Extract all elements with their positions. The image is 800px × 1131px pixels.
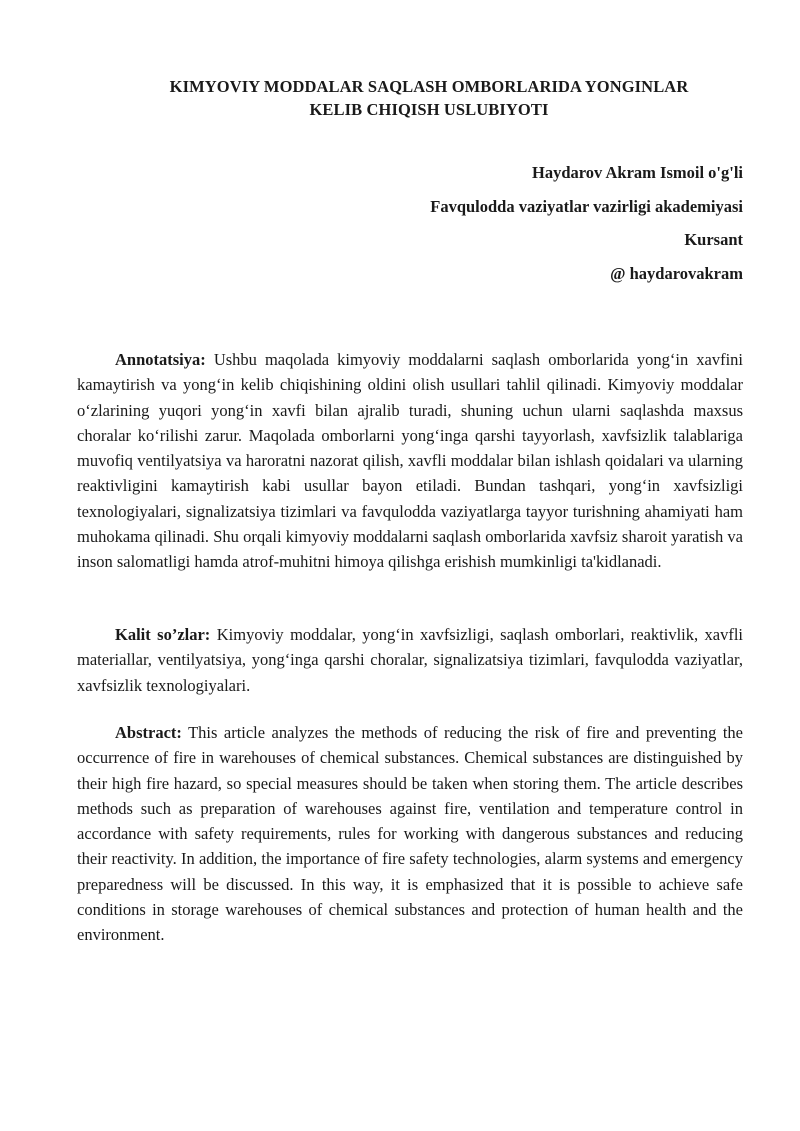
abstract-paragraph [77,720,743,948]
paper-title-line-2: KELIB CHIQISH USLUBIYOTI [309,100,549,119]
paper-title [100,75,758,121]
keywords-text: Kimyoviy moddalar, yong‘in xavfsizligi, saqlash omborlari, reaktivlik, xavfli materiallar, ventilyatsiya, yong‘inga qarshi choralar, signalizatsiya tizimlari, favqulodda vaziyatlar, xavfsizlik texnologiyalari. [77,625,744,695]
author-name: Haydarov Akram Ismoil o'g'li [531,163,743,182]
abstract-label: Abstract: [115,723,182,742]
abstract-text: This article analyzes the methods of reducing the risk of fire and preventing the occurrence of fire in warehouses of chemical substances. Chemical substances are distinguished by their high fire hazard, so special measures should be taken when storing them. The article describes methods such as preparation of warehouses against fire, ventilation and temperature control in accordance with safety requirements, rules for working with dangerous substances and reducing their reactivity. In addition, the importance of fire safety technologies, alarm systems and emergency preparedness will be discussed. In this way, it is emphasized that it is possible to achieve safe conditions in storage warehouses of chemical substances and protection of human health and the environment. [77,723,744,945]
annotation-paragraph [77,347,743,575]
author-affiliation: Favqulodda vaziyatlar vazirligi akademiyasi [430,196,743,216]
keywords-label: Kalit so’zlar: [115,625,211,644]
keywords-paragraph [77,622,743,698]
annotation-label: Annotatsiya: [115,350,206,369]
paper-title-line-1: KIMYOVIY MODDALAR SAQLASH OMBORLARIDA YONGINLAR [169,77,689,96]
author-position: Kursant [684,230,743,249]
author-block [430,161,743,295]
author-handle: @ haydarovakram [610,263,743,283]
annotation-text: Ushbu maqolada kimyoviy moddalarni saqlash omborlarida yong‘in xavfini kamaytirish va yong‘in kelib chiqishining oldini olish usullari tahlil qilinadi. Kimyoviy moddalar o‘zlarining yuqori yong‘in xavfi bilan ajralib turadi, shuning uchun ularni saqlashda maxsus choralar ko‘rilishi zarur. Maqolada omborlarni yong‘inga qarshi tayyorlash, xavfsizlik talablariga muvofiq ventilyatsiya va haroratni nazorat qilish, xavfli moddalar bilan ishlash qoidalari va ularning reaktivligini kamaytirish kabi usullar bayon etiladi. Bundan tashqari, yong‘in xavfsizligi texnologiyalari, signalizatsiya tizimlari va favqulodda vaziyatlarga tayyor turishning ahamiyati ham muhokama qilinadi. Shu orqali kimyoviy moddalarni saqlash omborlarida xavfsiz sharoit yaratish va inson salomatligi hamda atrof-muhitni himoya qilishga erishish mumkinligi ta'kidlanadi. [77,350,744,572]
